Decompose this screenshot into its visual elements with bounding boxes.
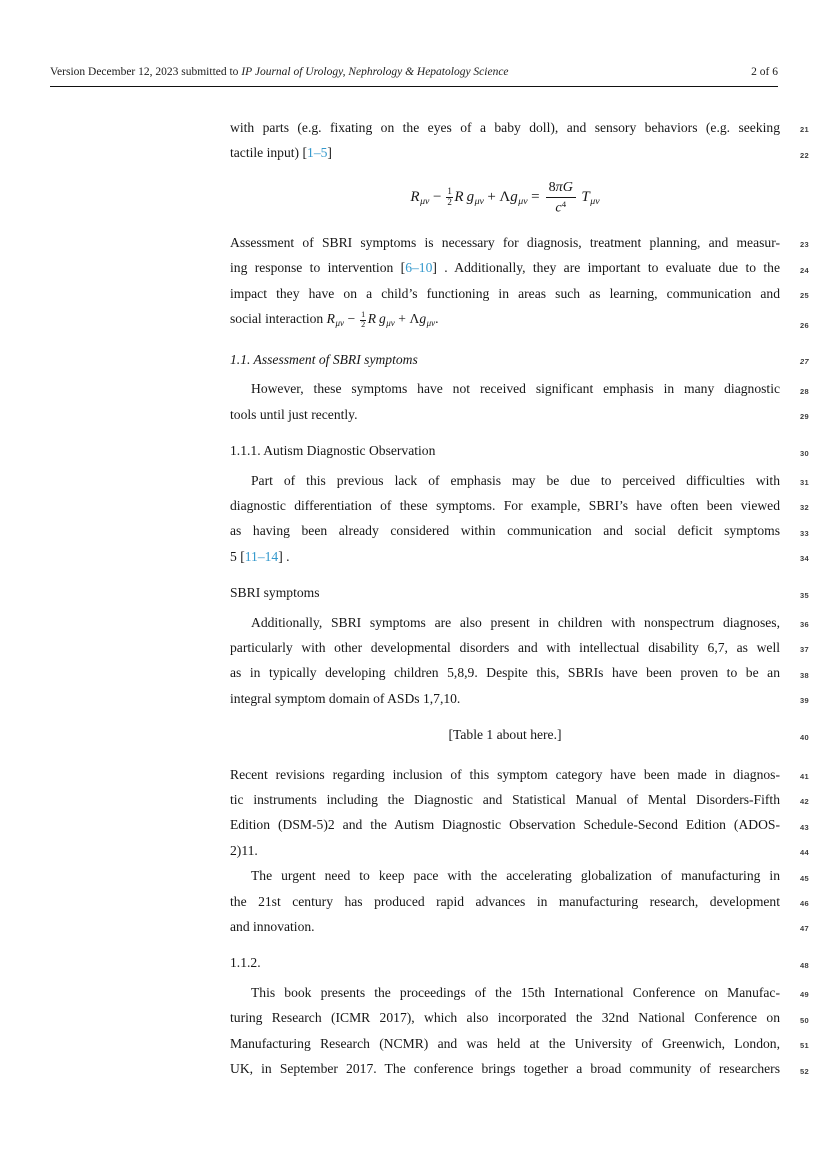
math-variable: R [326, 311, 335, 327]
text-line: with parts (e.g. fixating on the eyes of a baby doll), and sensory behaviors (e.g. seeking 21 [230, 120, 809, 135]
math-subscript: μν [590, 196, 600, 208]
line-number: 39 [800, 696, 809, 706]
line-number: 50 [800, 1015, 809, 1025]
small-fraction [446, 187, 453, 208]
math-operator: + [398, 311, 406, 327]
header-version-text [50, 66, 509, 79]
inline-equation [326, 309, 439, 329]
line-number: 44 [800, 848, 809, 858]
line-number: 28 [800, 386, 809, 396]
line-number: 47 [800, 924, 809, 934]
line-number: 49 [800, 990, 809, 1000]
line-number: 32 [800, 503, 809, 513]
text-line: 2)11. 44 [230, 842, 809, 858]
line-number: 45 [800, 873, 809, 883]
line-number: 48 [800, 960, 809, 970]
text-line: Additionally, SBRI symptoms are also present in children with nonspectrum diagnoses, 36 [251, 614, 809, 630]
line-number: 31 [800, 477, 809, 487]
line-number: 25 [800, 291, 809, 301]
math-superscript: 4 [561, 199, 567, 210]
math-variable: π [555, 179, 563, 196]
line-number: 23 [800, 240, 809, 250]
line-number: 34 [800, 554, 809, 564]
line-number: 22 [800, 150, 809, 160]
journal-title: IP Journal of Urology, Nephrology & Hepatology Science [241, 66, 509, 78]
text-line: ing response to intervention [6–10] . Additionally, they are important to evaluate due to the 24 [230, 260, 809, 276]
section-heading-1-1-1: 1.1.1. Autism Diagnostic Observation 30 [230, 443, 809, 459]
text-line: However, these symptoms have not received significant emphasis in many diagnostic 28 [251, 381, 809, 397]
math-variable: g [419, 311, 427, 327]
math-operator: = [531, 189, 540, 206]
text-line: tools until just recently. 29 [230, 406, 809, 422]
math-variable: R [410, 189, 420, 206]
line-number: 37 [800, 645, 809, 655]
text-line: This book presents the proceedings of the 15th International Conference on Manufac- 49 [251, 984, 809, 1000]
line-number: 21 [800, 125, 809, 135]
math-operator: + [487, 189, 496, 206]
display-equation [230, 166, 780, 230]
page-number: 2 of 6 [751, 66, 778, 78]
section-heading-1-1-2: 1.1.2. 48 [230, 955, 809, 971]
line-number: 29 [800, 412, 809, 422]
citation-link[interactable]: 1–5 [307, 145, 328, 161]
line-number: 41 [800, 772, 809, 782]
math-subscript: μν [474, 196, 484, 208]
line-number: 35 [800, 590, 809, 600]
text-line: turing Research (ICMR 2017), which also incorporated the 32nd National Conference on 50 [230, 1010, 809, 1026]
line-number: 33 [800, 528, 809, 538]
submitted-text: Version December 12, 2023 submitted to [50, 66, 242, 78]
line-number: 36 [800, 620, 809, 629]
math-subscript: μν [518, 196, 528, 208]
text-line: particularly with other developmental disorders and with intellectual disability 6,7, as well 37 [230, 640, 809, 655]
text-line: 5 [11–14] . 34 [230, 548, 809, 564]
text-line: as having been already considered within communication and social deficit symptoms 33 [230, 523, 809, 539]
math-subscript: μν [426, 317, 436, 328]
math-operator: − [347, 311, 356, 327]
text-line: the 21st century has produced rapid advances in manufacturing research, development 46 [230, 893, 809, 909]
math-variable: g [379, 311, 386, 327]
math-variable: T [581, 189, 590, 206]
text-line: The urgent need to keep pace with the accelerating globalization of manufacturing in 45 [251, 868, 809, 884]
text-line: impact they have on a child’s functioning in areas such as learning, communication and 25 [230, 285, 809, 301]
text-line: Edition (DSM-5)2 and the Autism Diagnostic Observation Schedule-Second Edition (ADOS- 43 [230, 817, 809, 833]
line-number: 42 [800, 797, 809, 807]
math-variable: g [510, 189, 518, 206]
fraction-numerator: 1 [361, 309, 366, 319]
body-lines [230, 115, 809, 1082]
fraction-numerator: 1 [447, 186, 452, 197]
equation-content [410, 179, 599, 216]
text-line: integral symptom domain of ASDs 1,7,10. 39 [230, 690, 809, 706]
small-fraction [360, 311, 366, 330]
table-placeholder: [Table 1 about here.] 40 [448, 727, 809, 743]
math-variable: c [555, 199, 562, 216]
line-number: 27 [800, 357, 809, 367]
citation-link[interactable]: 11–14 [244, 548, 279, 564]
math-subscript: μν [420, 196, 430, 208]
line-number: 30 [800, 448, 809, 458]
fraction [546, 179, 576, 216]
text-line: UK, in September 2017. The conference brings together a broad community of researchers 52 [230, 1061, 809, 1077]
text-line: Assessment of SBRI symptoms is necessary for diagnosis, treatment planning, and measur- 23 [230, 234, 809, 250]
line-number: 46 [800, 899, 809, 909]
math-variable: Λ [409, 311, 420, 327]
text-line: Recent revisions regarding inclusion of this symptom category have been made in diagnos- 41 [230, 766, 809, 782]
line-number: 52 [800, 1066, 809, 1076]
text-line: diagnostic differentiation of these symptoms. For example, SBRI’s have often been viewed 32 [230, 497, 809, 513]
fraction-denominator [546, 198, 576, 216]
text-line: Part of this previous lack of emphasis may be due to perceived difficulties with 31 [251, 472, 809, 488]
text-line: social interaction Rμν − $\frac{1}{2}$ R gμν + Λgμν. 26 [230, 309, 809, 330]
text-line: as in typically developing children 5,8,9. Despite this, SBRIs have been proven to be an 38 [230, 665, 809, 681]
fraction-denominator: 2 [447, 197, 452, 208]
fraction-numerator [546, 179, 576, 198]
math-variable: g [466, 189, 475, 206]
math-number: . [435, 311, 439, 327]
line-number: 38 [800, 670, 809, 680]
math-variable: R [454, 189, 464, 206]
section-heading-1-1: 1.1. Assessment of SBRI symptoms 27 [230, 351, 809, 367]
math-number: 8 [548, 179, 556, 196]
math-operator: − [432, 189, 442, 206]
paragraph-heading-sbri-symptoms: SBRI symptoms 35 [230, 585, 809, 601]
citation-link[interactable]: 6–10 [405, 260, 433, 276]
page-header [50, 66, 778, 79]
text-line: and innovation. 47 [230, 919, 809, 935]
math-variable: R [367, 311, 376, 327]
line-number: 43 [800, 822, 809, 832]
math-subscript: μν [386, 317, 395, 328]
line-number: 40 [800, 732, 809, 742]
text-line: tic instruments including the Diagnostic and Statistical Manual of Mental Disorders-Fifth 42 [230, 792, 809, 808]
math-variable: G [562, 179, 573, 196]
fraction-denominator: 2 [361, 319, 366, 329]
text-line: tactile input) [1–5] 22 [230, 145, 809, 161]
math-subscript: μν [335, 317, 344, 328]
line-number: 51 [800, 1041, 809, 1051]
line-number: 24 [800, 265, 809, 275]
header-rule [50, 86, 778, 87]
text-line: Manufacturing Research (NCMR) and was held at the University of Greenwich, London, 51 [230, 1035, 809, 1051]
line-number: 26 [800, 320, 809, 330]
math-variable: Λ [499, 189, 511, 206]
